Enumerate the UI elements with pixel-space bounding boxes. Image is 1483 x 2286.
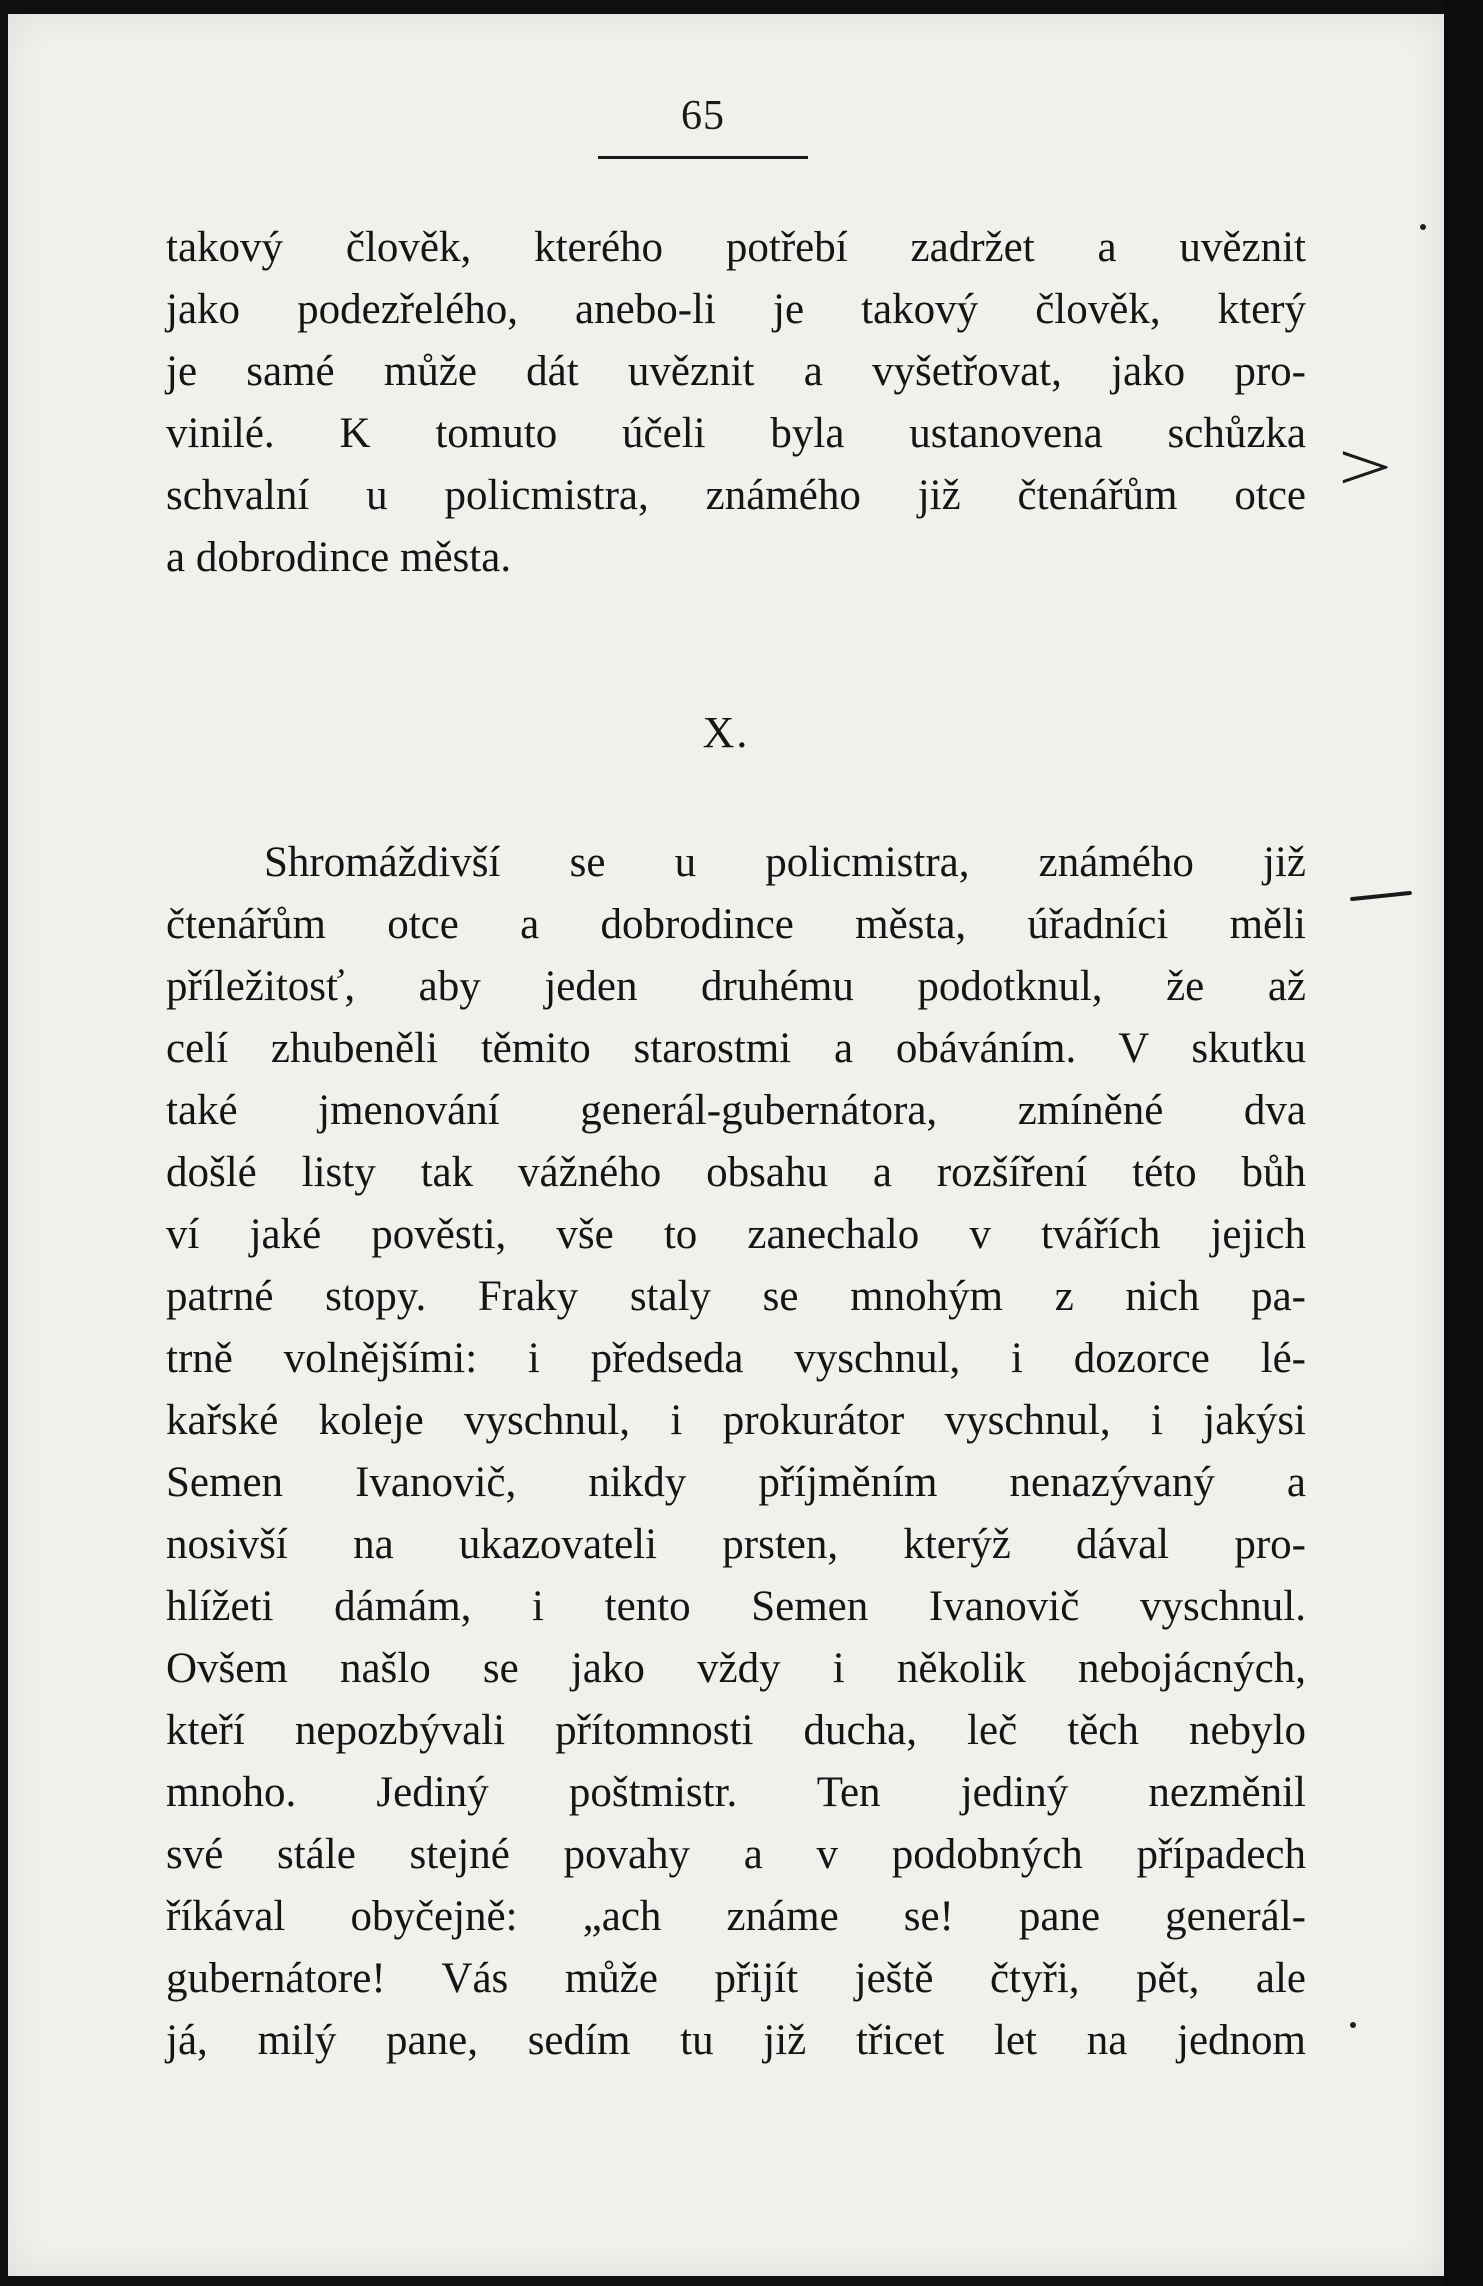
ink-speck: [1350, 2022, 1356, 2028]
text-line: a dobrodince města.: [166, 534, 512, 581]
text-line: kařské koleje vyschnul, i prokurátor vyschnul, i jakýsi: [166, 1397, 1306, 1444]
page-number-rule: [598, 156, 808, 159]
text-line: já, milý pane, sedím tu již třicet let na jednom: [166, 2017, 1306, 2064]
margin-chevron-mark: >: [1338, 429, 1393, 505]
text-line: příležitosť, aby jeden druhému podotknul, že až: [166, 963, 1306, 1010]
text-line: došlé listy tak vážného obsahu a rozšíření této bůh: [166, 1149, 1306, 1196]
ink-speck: [1420, 224, 1426, 230]
text-line: Ovšem našlo se jako vždy i několik nebojácných,: [166, 1645, 1306, 1692]
text-line: celí zhubeněli těmito starostmi a obáváním. V skutku: [166, 1025, 1306, 1072]
text-line: takový člověk, kterého potřebí zadržet a uvěznit: [166, 224, 1306, 271]
text-line: patrné stopy. Fraky staly se mnohým z nich pa-: [166, 1273, 1306, 1320]
text-line: schvalní u policmistra, známého již čtenářům otce: [166, 472, 1306, 519]
paragraph-2: [166, 832, 1306, 2072]
text-line: ví jaké pověsti, vše to zanechalo v tvářích jejich: [166, 1211, 1306, 1258]
margin-dash-mark: [1350, 891, 1412, 901]
book-page: [8, 14, 1444, 2276]
text-line: kteří nepozbývali přítomnosti ducha, leč těch nebylo: [166, 1707, 1306, 1754]
text-line: nosivší na ukazovateli prsten, kterýž dával pro-: [166, 1521, 1306, 1568]
page-number: 65: [681, 93, 725, 139]
text-line: vinilé. K tomuto účeli byla ustanovena schůzka: [166, 410, 1306, 457]
paragraph-1: [166, 217, 1306, 589]
text-line: jako podezřelého, anebo-li je takový člověk, který: [166, 286, 1306, 333]
text-line: Semen Ivanovič, nikdy příjměním nenazývaný a: [166, 1459, 1306, 1506]
text-line: říkával obyčejně: „ach známe se! pane generál-: [166, 1893, 1306, 1940]
text-line: hlížeti dámám, i tento Semen Ivanovič vyschnul.: [166, 1583, 1306, 1630]
text-line: také jmenování generál-gubernátora, zmíněné dva: [166, 1087, 1306, 1134]
text-line: Shromáždivší se u policmistra, známého již: [264, 839, 1306, 886]
text-line: své stále stejné povahy a v podobných případech: [166, 1831, 1306, 1878]
text-line: je samé může dát uvěznit a vyšetřovat, jako pro-: [166, 348, 1306, 395]
text-line: mnoho. Jediný poštmistr. Ten jediný nezměnil: [166, 1769, 1306, 1816]
scan-border: [1444, 0, 1483, 2286]
text-line: čtenářům otce a dobrodince města, úřadníci měli: [166, 901, 1306, 948]
text-line: gubernátore! Vás může přijít ještě čtyři, pět, ale: [166, 1955, 1306, 2002]
chapter-heading: X.: [702, 708, 750, 757]
text-line: trně volnějšími: i předseda vyschnul, i dozorce lé-: [166, 1335, 1306, 1382]
